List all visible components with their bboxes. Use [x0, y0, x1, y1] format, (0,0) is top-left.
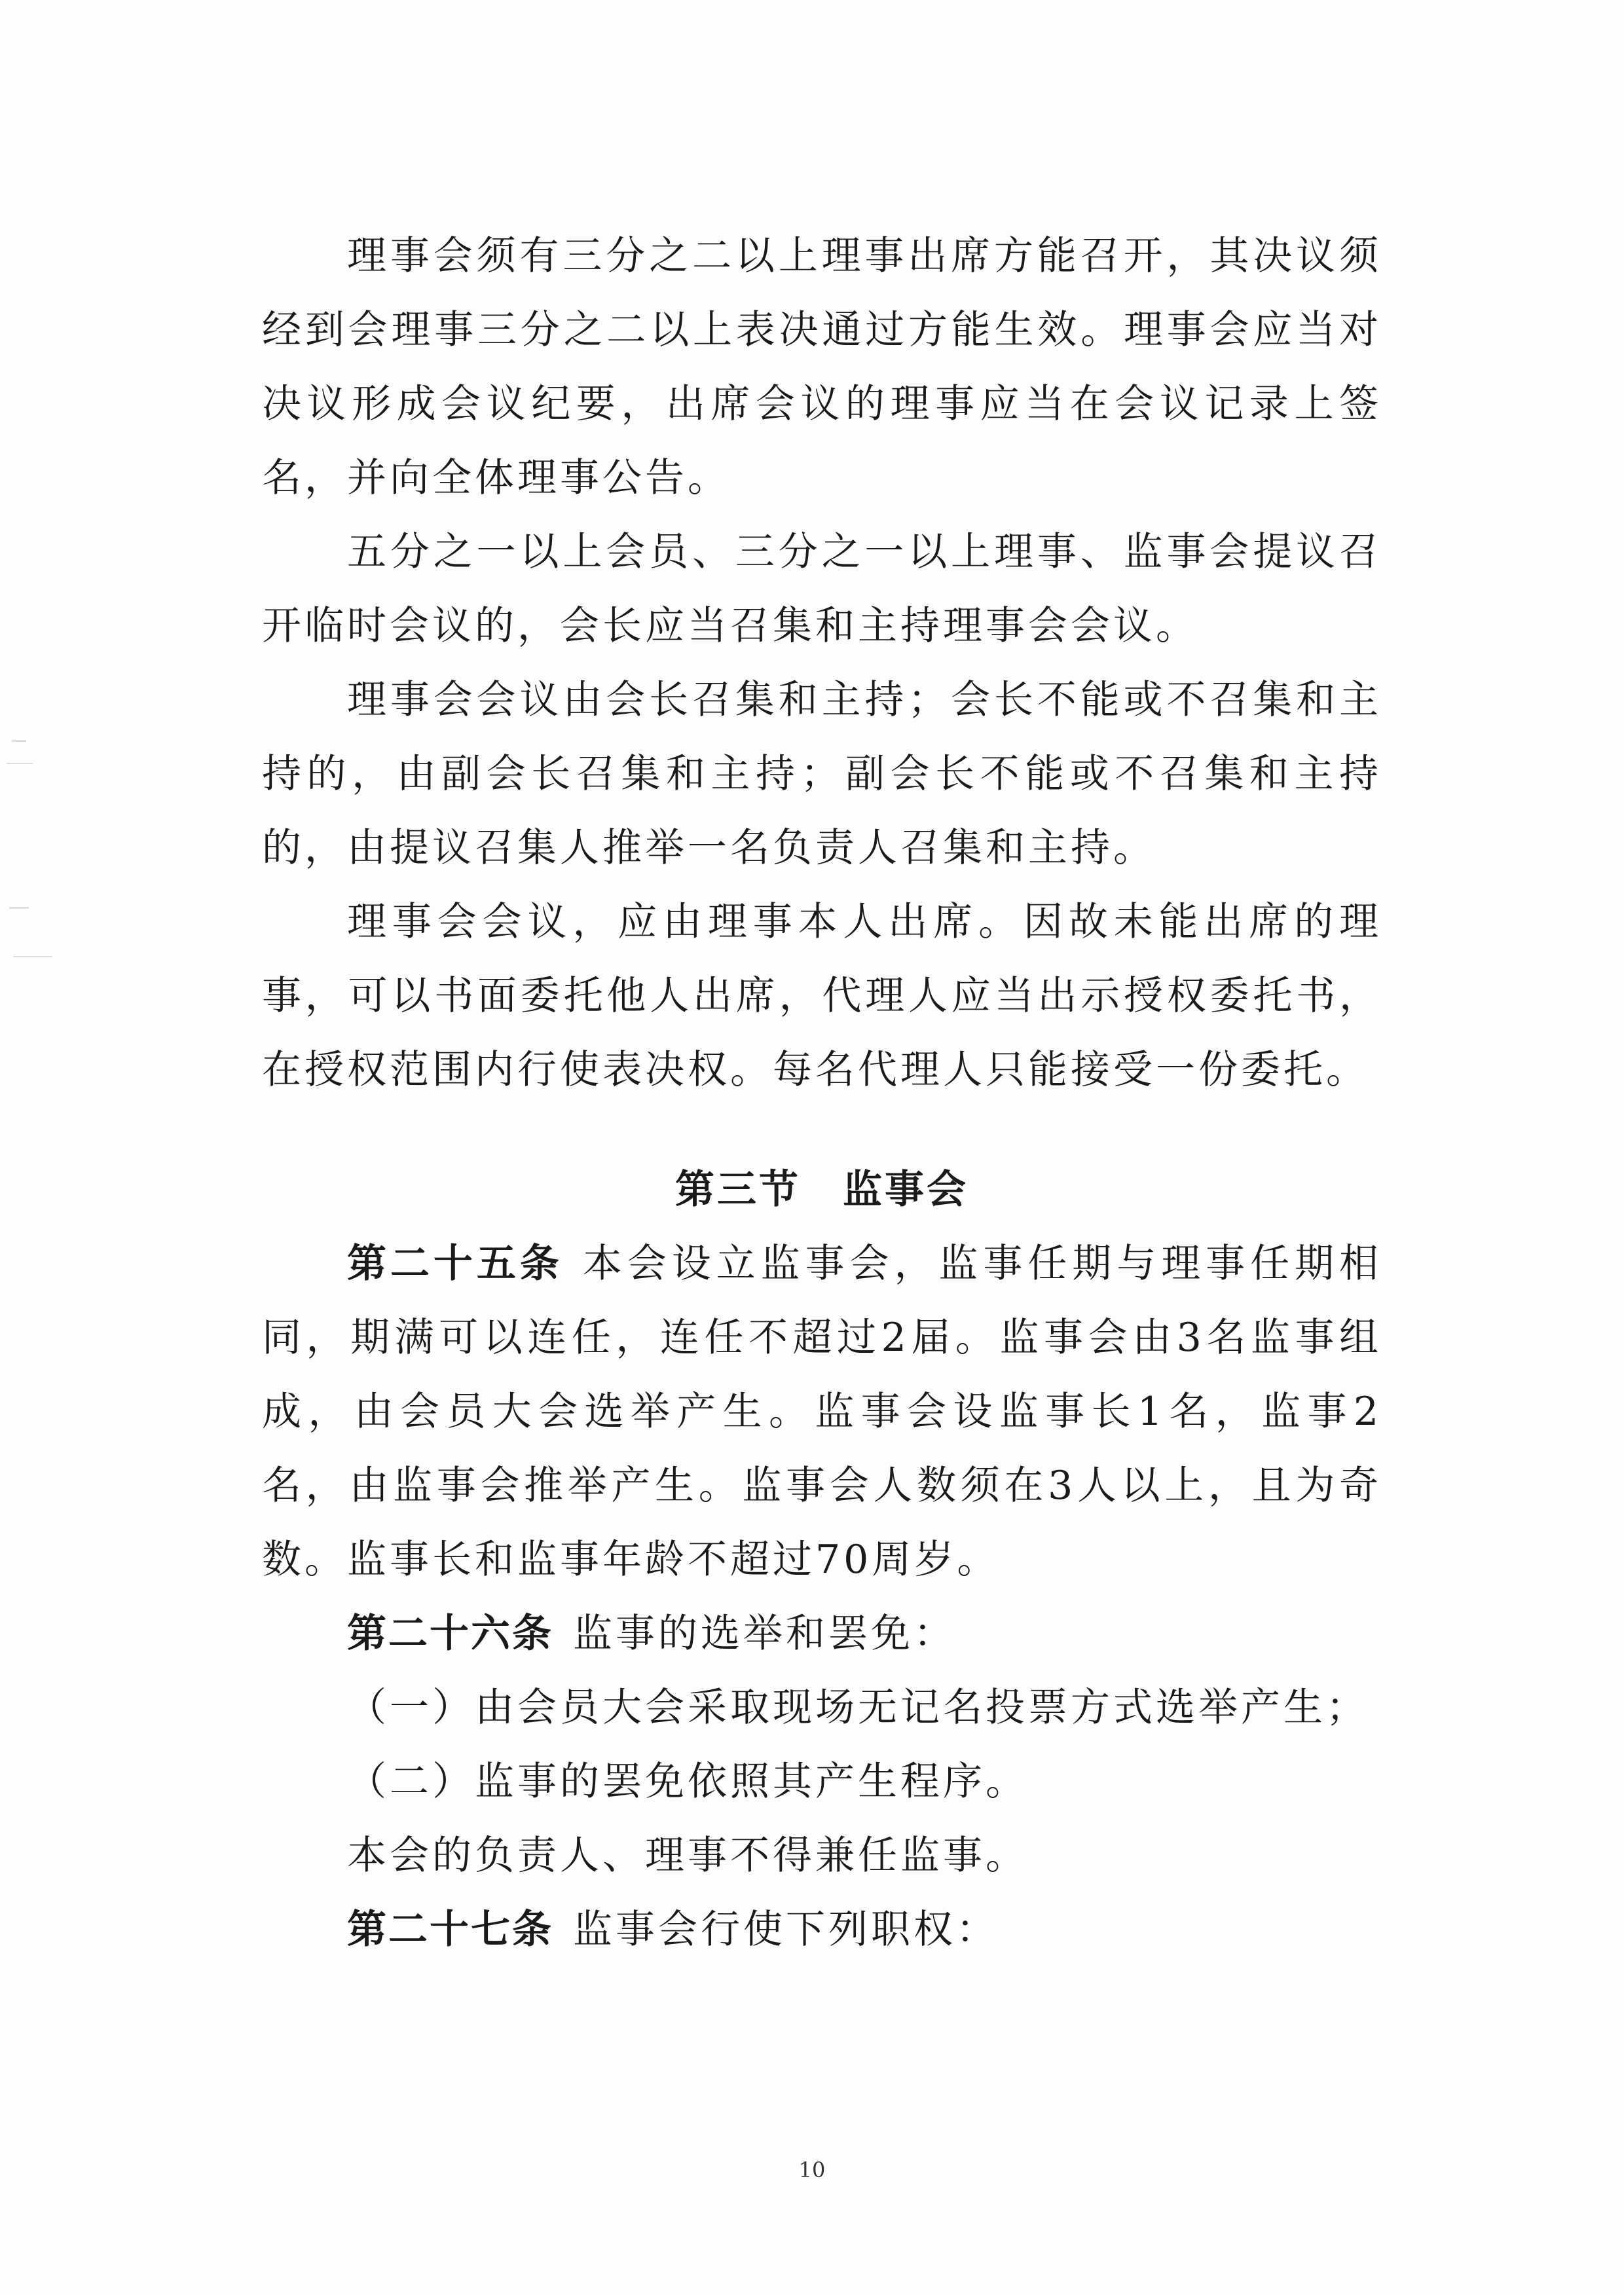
page-number: 10 — [798, 2157, 826, 2182]
article-text: 监事的选举和罢免： — [573, 1611, 956, 1657]
article-heading: 第二十七条 — [347, 1907, 553, 1953]
paragraph: 本会的负责人、理事不得兼任监事。 — [347, 1833, 1028, 1879]
article-25 — [262, 1227, 1382, 1597]
paragraph: 理事会会议由会长召集和主持；会长不能或不召集和主持的，由副会长召集和主持；副会长不能或不召集和主持的，由提议召集人推举一名负责人召集和主持。 — [262, 677, 1382, 871]
paragraph: 理事会须有三分之二以上理事出席方能召开，其决议须经到会理事三分之二以上表决通过方能生效。理事会应当对决议形成会议纪要，出席会议的理事应当在会议记录上签名，并向全体理事公告。 — [262, 233, 1382, 501]
scan-artifact — [9, 907, 29, 909]
article-26 — [262, 1597, 1382, 1671]
article-text: 监事会行使下列职权： — [573, 1907, 999, 1953]
scan-artifact — [7, 763, 33, 764]
article-heading: 第二十六条 — [347, 1611, 553, 1657]
article-text: 本会设立监事会，监事任期与理事任期相同，期满可以连任，连任不超过2届。监事会由3名监事组成，由会员大会选举产生。监事会设监事长1名，监事2名，由监事会推举产生。监事会人数须在3人以上，且为奇数。监事长和监事年龄不超过70周岁。 — [262, 1241, 1382, 1583]
paragraph: 理事会会议，应由理事本人出席。因故未能出席的理事，可以书面委托他人出席，代理人应当出示授权委托书，在授权范围内行使表决权。每名代理人只能接受一份委托。 — [262, 899, 1382, 1093]
scan-artifact — [12, 740, 26, 742]
section-title: 第三节 监事会 — [675, 1167, 969, 1213]
list-item: （一）由会员大会采取现场无记名投票方式选举产生； — [347, 1685, 1369, 1731]
list-item: （二）监事的罢免依照其产生程序。 — [347, 1759, 1028, 1805]
article-27 — [262, 1893, 1382, 1967]
document-body — [262, 219, 1382, 1967]
article-heading: 第二十五条 — [347, 1241, 563, 1287]
paragraph: 五分之一以上会员、三分之一以上理事、监事会提议召开临时会议的，会长应当召集和主持理事会会议。 — [262, 529, 1382, 649]
scan-artifact — [13, 956, 52, 957]
